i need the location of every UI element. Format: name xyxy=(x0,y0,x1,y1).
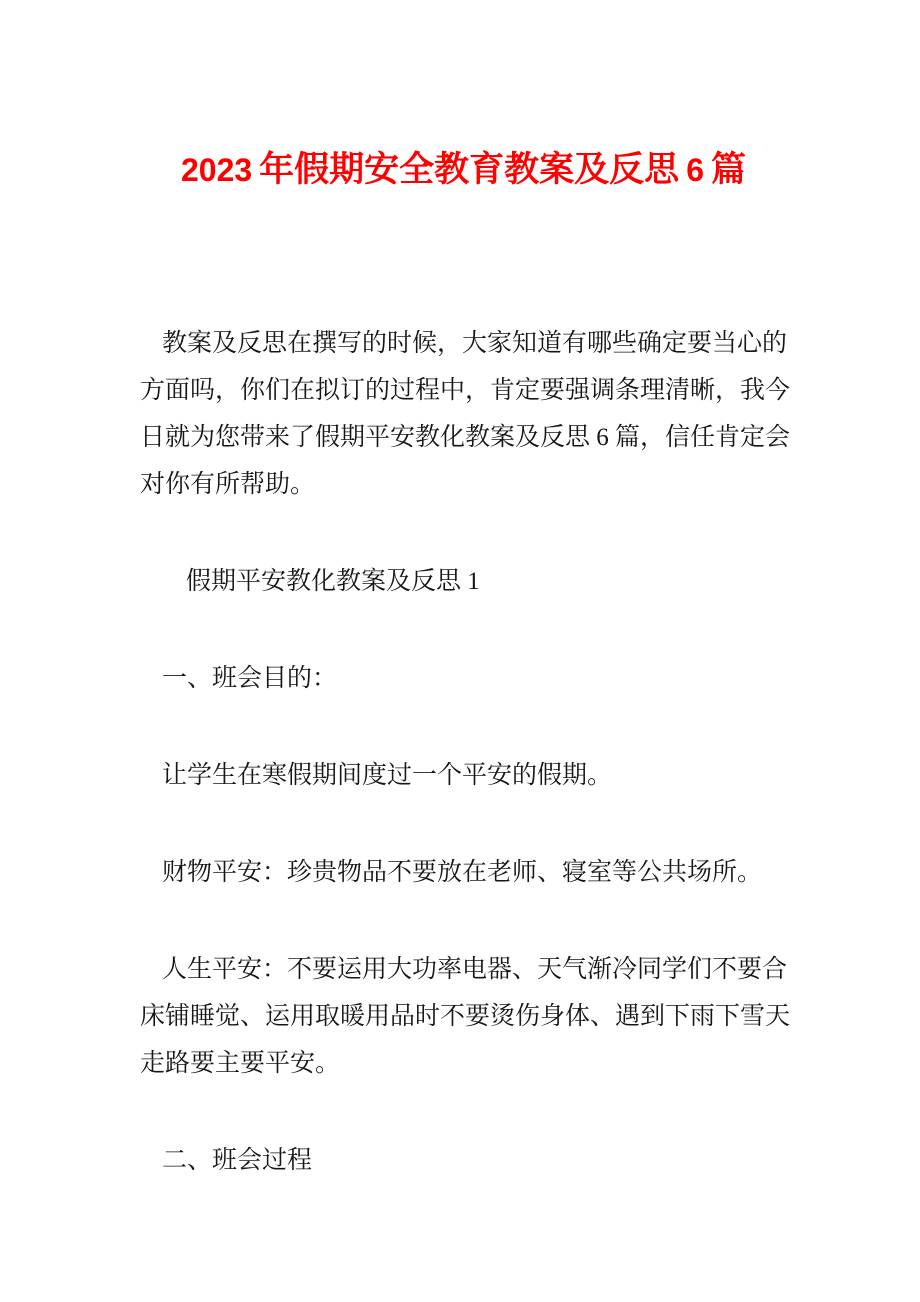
paragraph-intro: 教案及反思在撰写的时候，大家知道有哪些确定要当心的方面吗，你们在拟订的过程中，肯定要强调条理清晰，我今日就为您带来了假期平安教化教案及反思 6 篇，信任肯定会对你有所帮助。 xyxy=(140,330,791,498)
paragraph-section-subtitle: 假期平安教化教案及反思 1 xyxy=(186,568,480,595)
title-suffix-text: 篇 xyxy=(710,150,746,189)
paragraph-meeting-process-heading: 二、班会过程 xyxy=(162,1147,313,1174)
paragraph-goal: 让学生在寒假期间度过一个平安的假期。 xyxy=(162,762,613,789)
title-count-number: 6 xyxy=(686,152,704,188)
document-body xyxy=(140,320,800,1184)
document-title xyxy=(140,138,780,202)
paragraph-life-safety: 人生平安：不要运用大功率电器、天气渐冷同学们不要合床铺睡觉、运用取暖用品时不要烫伤身体、遇到下雨下雪天走路要主要平安。 xyxy=(140,956,791,1077)
paragraph-meeting-purpose-heading: 一、班会目的： xyxy=(162,665,338,692)
paragraph-property-safety: 财物平安：珍贵物品不要放在老师、寝室等公共场所。 xyxy=(162,859,763,886)
title-year-number: 2023 xyxy=(180,152,253,188)
title-main-text: 年假期安全教育教案及反思 xyxy=(259,150,680,189)
